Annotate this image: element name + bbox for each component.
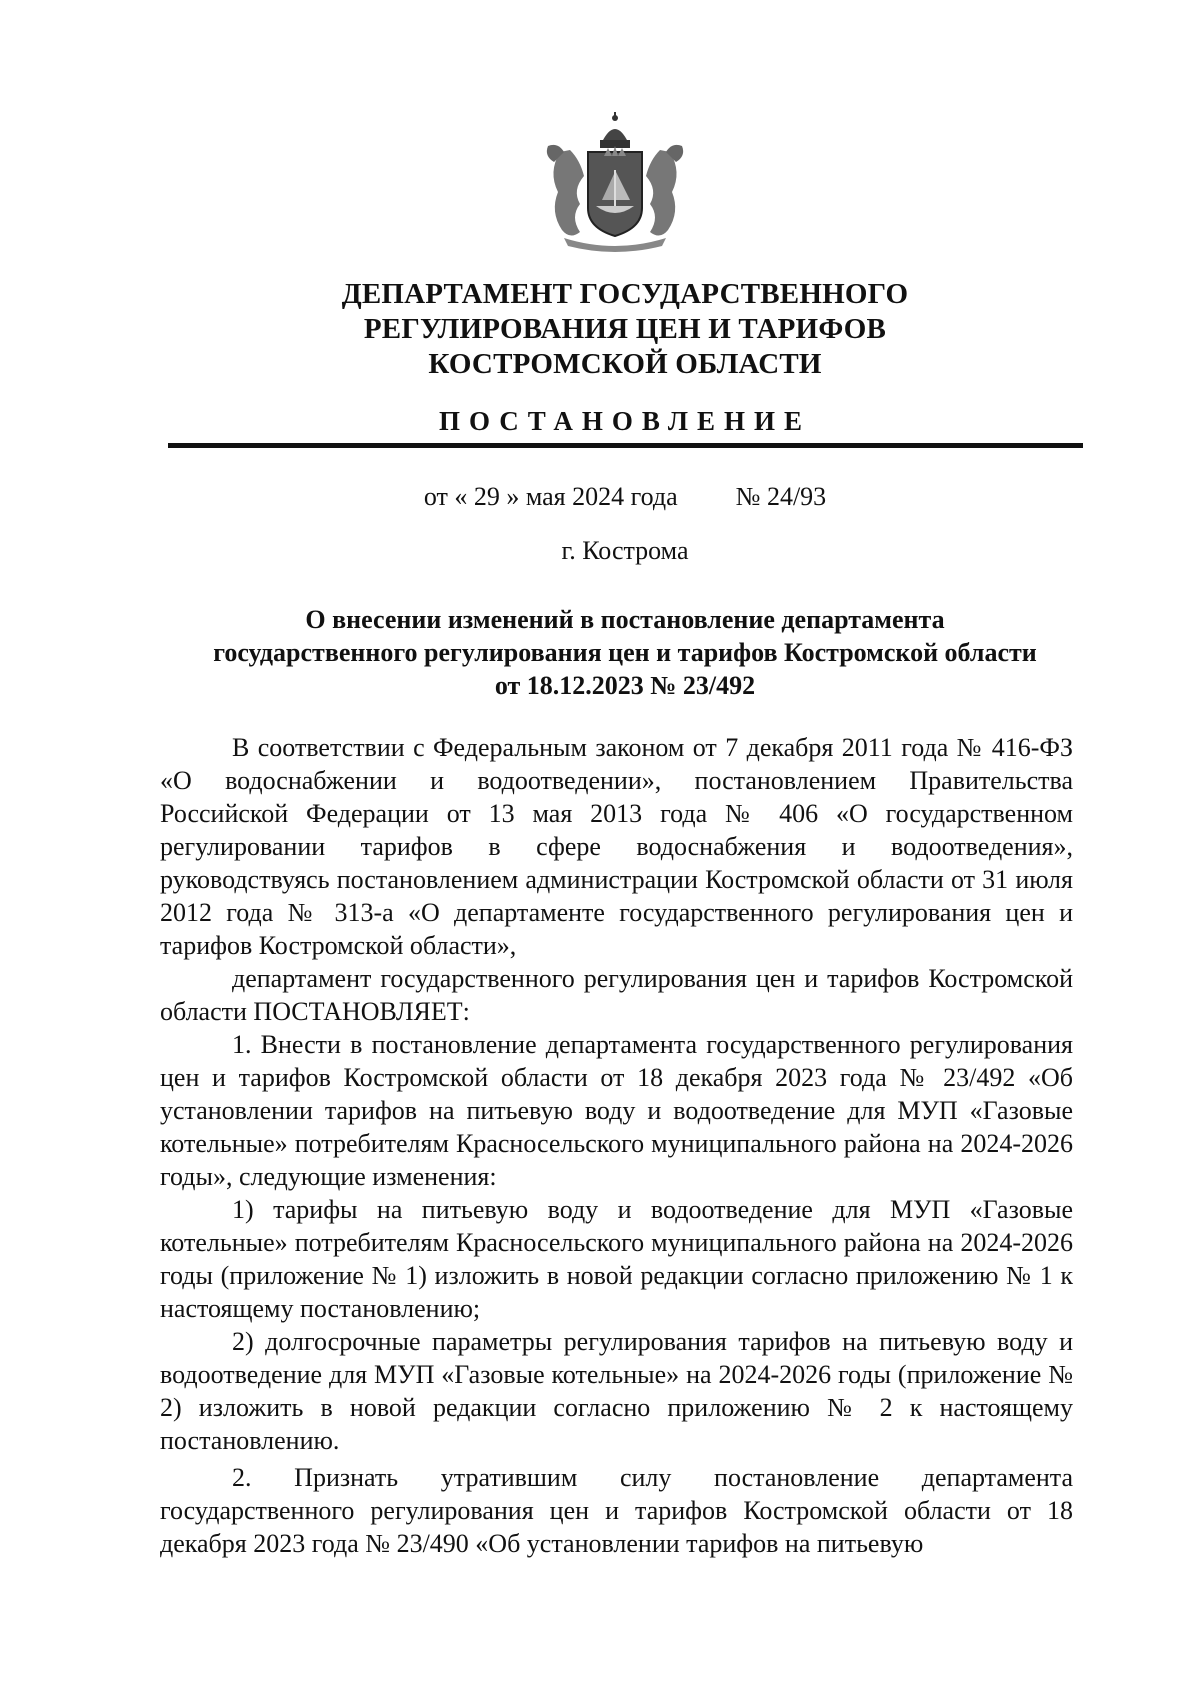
header-divider	[168, 443, 1083, 448]
document-number: № 24/93	[735, 482, 827, 511]
body-paragraph-4: 1) тарифы на питьевую воду и водоотведение для МУП «Газовые котельные» потребителям Красносельского муниципального района на 2024-2026 годы (приложение № 1) изложить в новой редакции согласно приложению № 1 к настоящему постановлению;	[160, 1195, 1073, 1323]
body-paragraph-5: 2) долгосрочные параметры регулирования тарифов на питьевую воду и водоотведение для МУП «Газовые котельные» на 2024-2026 годы (приложение № 2) изложить в новой редакции согласно приложению № 2 к настоящему постановлению.	[160, 1327, 1073, 1455]
date-number-line	[150, 482, 1100, 512]
kostroma-coat-of-arms-icon	[540, 112, 690, 254]
department-line-2: РЕГУЛИРОВАНИЯ ЦЕН И ТАРИФОВ	[363, 313, 887, 345]
body-paragraph-3: 1. Внести в постановление департамента государственного регулирования цен и тарифов Костромской области от 18 декабря 2023 года № 23/492 «Об установлении тарифов на питьевую воду и водоотведение для МУП «Газовые котельные» потребителям Красносельского муниципального района на 2024-2026 годы», следующие изменения:	[160, 1030, 1073, 1191]
department-line-3: КОСТРОМСКОЙ ОБЛАСТИ	[428, 348, 822, 380]
subject-line-1: О внесении изменений в постановление департамента	[305, 605, 945, 634]
body-paragraph-1: В соответствии с Федеральным законом от 7 декабря 2011 года № 416-ФЗ «О водоснабжении и водоотведении», постановлением Правительства Российской Федерации от 13 мая 2013 года № 406 «О государственном регулировании тарифов в сфере водоснабжения и водоотведения», руководствуясь постановлением администрации Костромской области от 31 июля 2012 года № 313-а «О департаменте государственного регулирования цен и тарифов Костромской области»,	[160, 733, 1073, 960]
department-name	[150, 277, 1100, 382]
subject-line-3: от 18.12.2023 № 23/492	[494, 671, 756, 700]
body-paragraph-6: 2. Признать утратившим силу постановление департамента государственного регулирования цен и тарифов Костромской области от 18 декабря 2023 года № 23/490 «Об установлении тарифов на питьевую	[160, 1463, 1073, 1558]
department-line-1: ДЕПАРТАМЕНТ ГОСУДАРСТВЕННОГО	[341, 278, 909, 310]
document-type: ПОСТАНОВЛЕНИЕ	[438, 406, 812, 436]
document-body	[160, 731, 1073, 1560]
subject-line-2: государственного регулирования цен и тарифов Костромской области	[213, 638, 1037, 667]
document-date: от « 29 » мая 2024 года	[423, 482, 678, 511]
body-paragraph-2: департамент государственного регулирования цен и тарифов Костромской области ПОСТАНОВЛЯЕТ:	[160, 964, 1073, 1026]
document-subject	[150, 603, 1100, 702]
document-city: г. Кострома	[561, 536, 689, 565]
